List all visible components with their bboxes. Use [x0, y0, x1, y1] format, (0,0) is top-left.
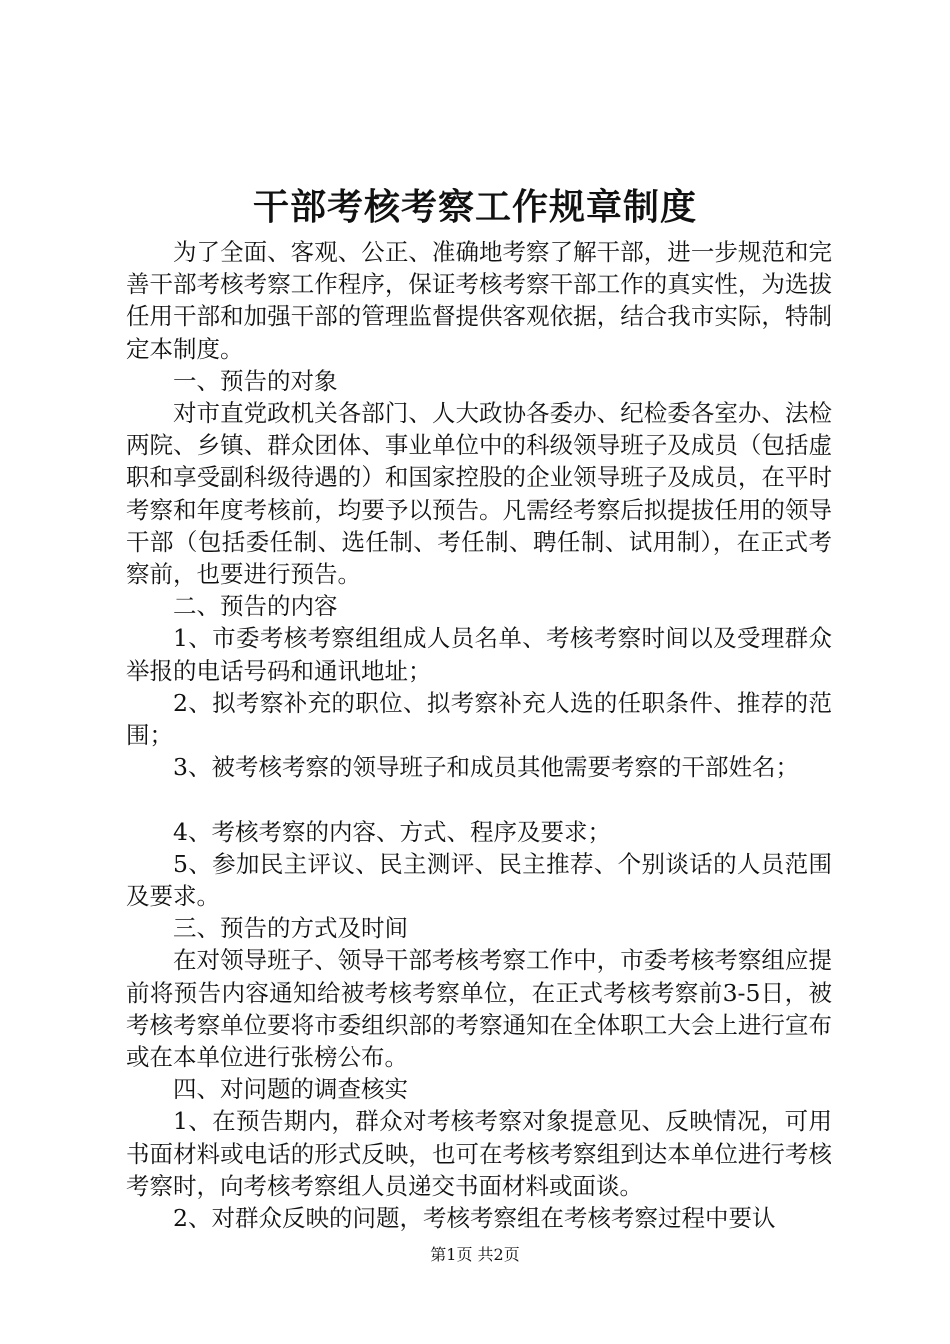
section-3-paragraph: 在对领导班子、领导干部考核考察工作中，市委考核考察组应提前将预告内容通知给被考核考察单位，在正式考核考察前3-5日，被考核考察单位要将市委组织部的考察通知在全体职工大会上进行宣布或在本单位进行张榜公布。: [126, 946, 832, 1072]
section-2-item-5: 5、参加民主评议、民主测评、民主推荐、个别谈话的人员范围及要求。: [126, 849, 832, 911]
section-heading-3: 三、预告的方式及时间: [173, 914, 408, 943]
section-4-item-1: 1、在预告期内，群众对考核考察对象提意见、反映情况，可用书面材料或电话的形式反映，也可在考核考察组到达本单位进行考核考察时，向考核考察组人员递交书面材料或面谈。: [126, 1107, 832, 1200]
section-1-paragraph: 对市直党政机关各部门、人大政协各委办、纪检委各室办、法检两院、乡镇、群众团体、事业单位中的科级领导班子及成员（包括虚职和享受副科级待遇的）和国家控股的企业领导班子及成员，在平时考察和年度考核前，均要予以预告。凡需经考察后拟提拔任用的领导干部（包括委任制、选任制、考任制、聘任制、试用制），在正式考察前，也要进行预告。: [126, 399, 832, 589]
section-heading-2: 二、预告的内容: [173, 592, 338, 621]
section-heading-4: 四、对问题的调查核实: [173, 1075, 408, 1104]
section-heading-1: 一、预告的对象: [173, 366, 338, 395]
page-number-footer: 第1页 共2页: [430, 1245, 520, 1264]
blank-line: [126, 783, 832, 815]
intro-paragraph: 为了全面、客观、公正、准确地考察了解干部，进一步规范和完善干部考核考察工作程序，保证考核考察干部工作的真实性，为选拔任用干部和加强干部的管理监督提供客观依据，结合我市实际，特制定本制度。: [126, 238, 832, 363]
section-2-item-4: 4、考核考察的内容、方式、程序及要求；: [173, 817, 611, 846]
section-2-item-1: 1、市委考核考察组组成人员名单、考核考察时间以及受理群众举报的电话号码和通讯地址；: [126, 624, 832, 685]
document-body: [126, 236, 832, 1234]
document-title: 干部考核考察工作规章制度: [252, 186, 697, 228]
section-4-item-2: 2、对群众反映的问题，考核考察组在考核考察过程中要认: [173, 1204, 776, 1233]
section-2-item-2: 2、拟考察补充的职位、拟考察补充人选的任职条件、推荐的范围；: [126, 688, 832, 750]
section-2-item-3: 3、被考核考察的领导班子和成员其他需要考察的干部姓名；: [173, 753, 799, 782]
